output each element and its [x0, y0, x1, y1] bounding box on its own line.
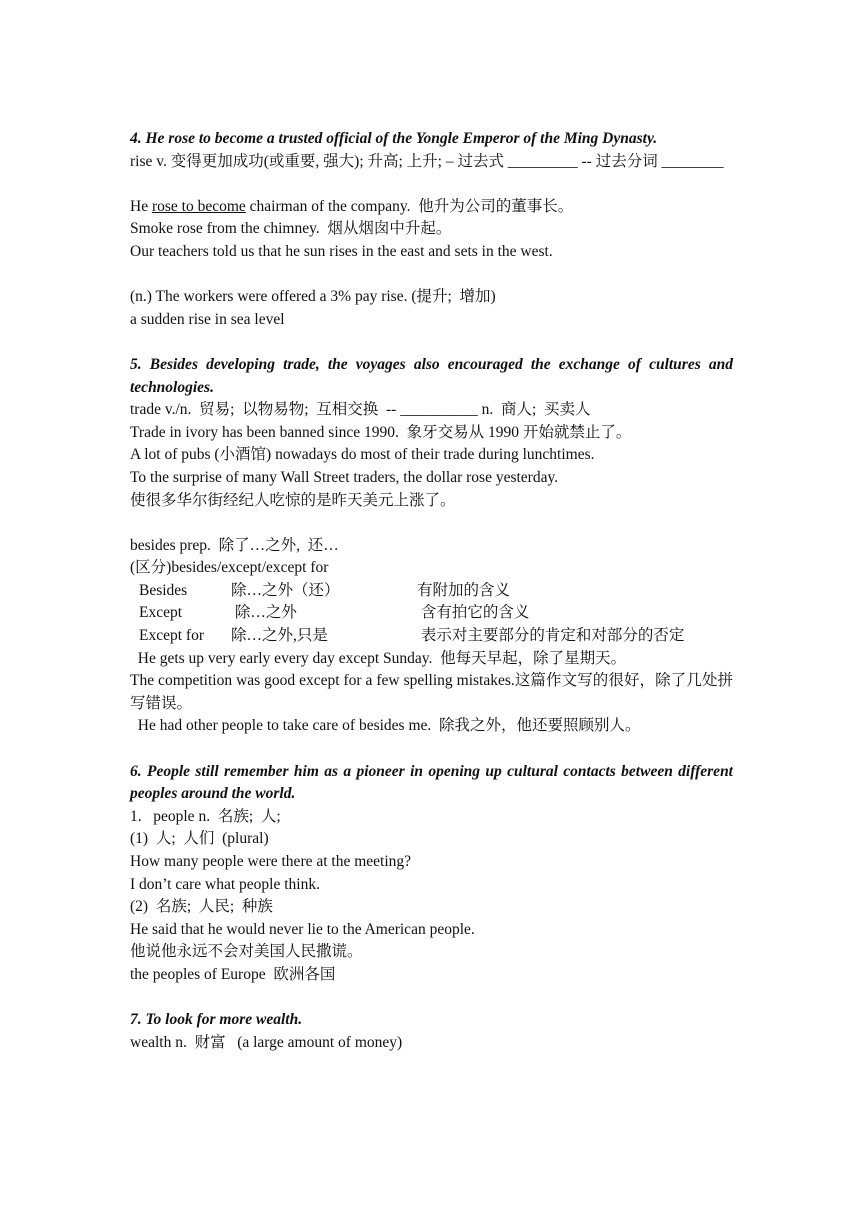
- besides-definition: besides prep. 除了…之外, 还…: [130, 536, 339, 554]
- underlined-phrase: rose to become: [151, 197, 246, 215]
- people-example-2: I don’t care what people think.: [130, 875, 320, 893]
- trade-example-1: Trade in ivory has been banned since 1990. 象牙交易从 1990 开始就禁止了。: [130, 423, 632, 441]
- trade-example-3-translation: 使很多华尔街经纪人吃惊的是昨天美元上涨了。: [130, 491, 456, 509]
- trade-example-2: A lot of pubs (小酒馆) nowadays do most of their trade during lunchtimes.: [130, 446, 595, 464]
- comparison-row: Besides 除…之外（还） 有附加的含义: [139, 581, 511, 599]
- section-7-heading: 7. To look for more wealth.: [130, 1011, 303, 1029]
- besides-example-2: The competition was good except for a few spelling mistakes.这篇作文写的很好，除了几处拼写错误。: [130, 672, 733, 712]
- people-sense-2: (2) 名族; 人民; 种族: [130, 898, 273, 916]
- people-sense-1: (1) 人; 人们 (plural): [130, 830, 269, 848]
- comparison-row: Except for 除…之外,只是 表示对主要部分的肯定和对部分的否定: [139, 627, 685, 645]
- rise-noun-phrase: a sudden rise in sea level: [130, 310, 285, 328]
- section-6-heading: 6. People still remember him as a pioneer in opening up cultural contacts between different peoples around the world.: [130, 762, 733, 803]
- trade-example-3: To the surprise of many Wall Street traders, the dollar rose yesterday.: [130, 468, 559, 486]
- comparison-title: (区分)besides/except/except for: [130, 559, 329, 577]
- people-definition: 1. people n. 名族; 人;: [130, 807, 281, 825]
- section-5-heading: 5. Besides developing trade, the voyages also encouraged the exchange of cultures and technologies.: [130, 355, 733, 396]
- people-example-4: the peoples of Europe 欧洲各国: [130, 965, 336, 983]
- besides-example-3: He had other people to take care of besides me. 除我之外，他还要照顾别人。: [130, 717, 641, 735]
- people-example-3: He said that he would never lie to the American people.: [130, 920, 475, 938]
- people-example-3-translation: 他说他永远不会对美国人民撒谎。: [130, 943, 363, 961]
- rise-definition: rise v. 变得更加成功(或重要, 强大); 升高; 上升; – 过去式 _________ -- 过去分词 ________: [130, 152, 724, 170]
- people-example-1: How many people were there at the meeting?: [130, 853, 412, 870]
- wealth-definition: wealth n. 财富 (a large amount of money): [130, 1033, 403, 1051]
- rise-example-2: Smoke rose from the chimney. 烟从烟囱中升起。: [130, 220, 452, 238]
- besides-example-1: He gets up very early every day except Sunday. 他每天早起，除了星期天。: [130, 649, 627, 667]
- section-4-heading: 4. He rose to become a trusted official of the Yongle Emperor of the Ming Dynasty.: [130, 130, 658, 147]
- rise-example-3: Our teachers told us that he sun rises in the east and sets in the west.: [130, 242, 553, 260]
- trade-definition: trade v./n. 贸易; 以物易物; 互相交换 -- __________ n. 商人; 买卖人: [130, 401, 591, 419]
- document-page: [130, 128, 733, 1054]
- comparison-row: Except 除…之外 含有拍它的含义: [139, 604, 530, 622]
- rise-example-1: He rose to become chairman of the company. 他升为公司的董事长。: [130, 197, 574, 215]
- rise-noun-example: (n.) The workers were offered a 3% pay rise. (提升; 增加): [130, 288, 496, 306]
